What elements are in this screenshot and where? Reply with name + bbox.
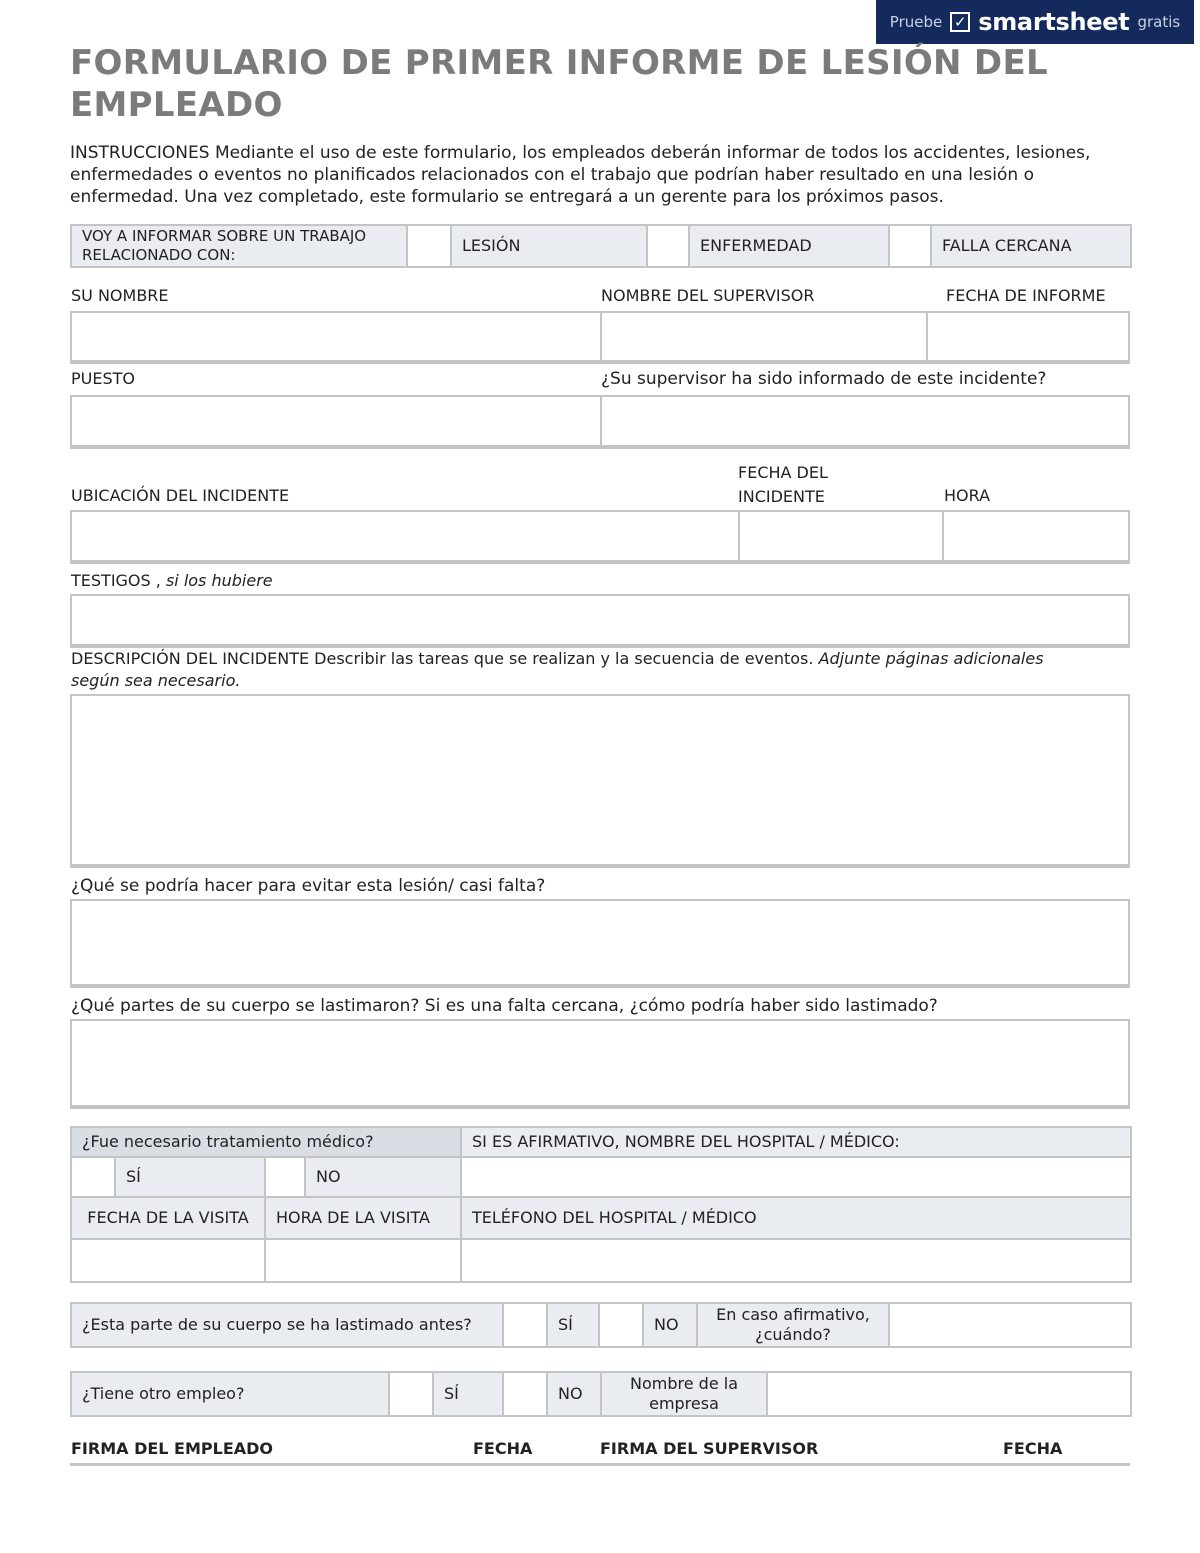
medical-yes-checkbox[interactable]: [71, 1157, 115, 1197]
description-label-text: DESCRIPCIÓN DEL INCIDENTE Describir las tareas que se realizan y la secuencia de eventos.: [71, 649, 814, 668]
supervisor-signature-label: FIRMA DEL SUPERVISOR: [600, 1439, 819, 1458]
company-name-label: Nombre de la empresa: [601, 1372, 767, 1416]
banner-brand: smartsheet: [978, 8, 1130, 36]
visit-date-field[interactable]: [71, 1239, 265, 1282]
witnesses-label-text: TESTIGOS ,: [71, 571, 161, 590]
previous-injury-question: ¿Esta parte de su cuerpo se ha lastimado antes?: [71, 1303, 503, 1347]
visit-date-label: FECHA DE LA VISITA: [71, 1197, 265, 1239]
name-supervisor-date-row: [70, 311, 1130, 364]
prevention-label: ¿Qué se podría hacer para evitar esta lesión/ casi falta?: [71, 876, 546, 896]
witnesses-field[interactable]: [70, 594, 1130, 648]
name-field[interactable]: [72, 313, 600, 360]
signature-line[interactable]: [70, 1463, 1130, 1466]
prevention-field[interactable]: [70, 899, 1130, 988]
description-label: [71, 648, 1071, 692]
other-job-no-label: NO: [547, 1372, 601, 1416]
medical-yes-label: SÍ: [115, 1157, 265, 1197]
witnesses-label: [71, 570, 273, 592]
position-label: PUESTO: [71, 369, 135, 388]
body-parts-field[interactable]: [70, 1019, 1130, 1109]
position-row: [70, 395, 1130, 449]
medical-no-label: NO: [305, 1157, 461, 1197]
form-title: FORMULARIO DE PRIMER INFORME DE LESIÓN DEL EMPLEADO: [70, 43, 1048, 125]
illness-checkbox[interactable]: [647, 225, 689, 267]
previous-injury-no-label: NO: [643, 1303, 697, 1347]
body-parts-label: ¿Qué partes de su cuerpo se lastimaron? Si es una falta cercana, ¿cómo podría haber sido lastimado?: [71, 996, 938, 1016]
previous-injury-yes-label: SÍ: [547, 1303, 599, 1347]
injury-checkbox[interactable]: [407, 225, 451, 267]
hospital-phone-label: TELÉFONO DEL HOSPITAL / MÉDICO: [461, 1197, 1131, 1239]
supervisor-date-label: FECHA: [1003, 1439, 1063, 1458]
previous-injury-when-field[interactable]: [889, 1303, 1131, 1347]
previous-injury-yes-checkbox[interactable]: [503, 1303, 547, 1347]
supervisor-informed-field[interactable]: [602, 397, 1128, 445]
time-field[interactable]: [944, 512, 1128, 560]
hospital-name-label: SI ES AFIRMATIVO, NOMBRE DEL HOSPITAL / MÉDICO:: [461, 1127, 1131, 1157]
banner-suffix: gratis: [1137, 13, 1181, 31]
other-job-question: ¿Tiene otro empleo?: [71, 1372, 389, 1416]
supervisor-name-field[interactable]: [602, 313, 926, 360]
time-label: HORA: [944, 486, 991, 505]
report-date-field[interactable]: [928, 313, 1128, 360]
name-label: SU NOMBRE: [71, 286, 169, 305]
other-job-yes-label: SÍ: [433, 1372, 503, 1416]
smartsheet-banner[interactable]: [876, 0, 1194, 44]
previous-injury-table: [70, 1302, 1132, 1348]
report-type-question: VOY A INFORMAR SOBRE UN TRABAJO RELACIONADO CON:: [71, 225, 407, 267]
banner-prefix: Pruebe: [889, 13, 943, 31]
medical-treatment-table: [70, 1126, 1132, 1283]
report-date-label: FECHA DE INFORME: [946, 286, 1106, 305]
medical-no-checkbox[interactable]: [265, 1157, 305, 1197]
supervisor-informed-label: ¿Su supervisor ha sido informado de este incidente?: [601, 369, 1047, 389]
visit-time-label: HORA DE LA VISITA: [265, 1197, 461, 1239]
employee-signature-label: FIRMA DEL EMPLEADO: [71, 1439, 274, 1458]
medical-question: ¿Fue necesario tratamiento médico?: [71, 1127, 461, 1157]
previous-injury-when-label: En caso afirmativo, ¿cuándo?: [697, 1303, 889, 1347]
previous-injury-no-checkbox[interactable]: [599, 1303, 643, 1347]
smartsheet-check-icon: ✓: [950, 12, 970, 32]
description-field[interactable]: [70, 694, 1130, 868]
other-job-yes-checkbox[interactable]: [389, 1372, 433, 1416]
hospital-name-field[interactable]: [461, 1157, 1131, 1197]
visit-time-field[interactable]: [265, 1239, 461, 1282]
other-job-no-checkbox[interactable]: [503, 1372, 547, 1416]
report-type-table: [70, 224, 1132, 268]
location-label: UBICACIÓN DEL INCIDENTE: [71, 486, 290, 505]
other-job-table: [70, 1371, 1132, 1417]
location-field[interactable]: [72, 512, 738, 560]
near-miss-option-label: FALLA CERCANA: [931, 225, 1131, 267]
location-row: [70, 510, 1130, 564]
instructions-text: INSTRUCCIONES Mediante el uso de este formulario, los empleados deberán informar de todos los accidentes, lesiones, enfermedades o eventos no planificados relacionados con el trabajo que podrían haber resultado en una lesión o enfermedad. Una vez completado, este formulario se entregará a un gerente para los próximos pasos.: [70, 143, 1091, 207]
position-field[interactable]: [72, 397, 600, 445]
description-note: Adjunte páginas adicionales según sea necesario.: [71, 649, 1044, 690]
illness-option-label: ENFERMEDAD: [689, 225, 889, 267]
witnesses-note: si los hubiere: [165, 571, 273, 590]
incident-date-field[interactable]: [740, 512, 942, 560]
company-name-field[interactable]: [767, 1372, 1131, 1416]
hospital-phone-field[interactable]: [461, 1239, 1131, 1282]
incident-date-label: FECHA DEL INCIDENTE: [738, 463, 828, 506]
near-miss-checkbox[interactable]: [889, 225, 931, 267]
injury-option-label: LESIÓN: [451, 225, 647, 267]
supervisor-name-label: NOMBRE DEL SUPERVISOR: [601, 286, 815, 305]
employee-date-label: FECHA: [473, 1439, 533, 1458]
